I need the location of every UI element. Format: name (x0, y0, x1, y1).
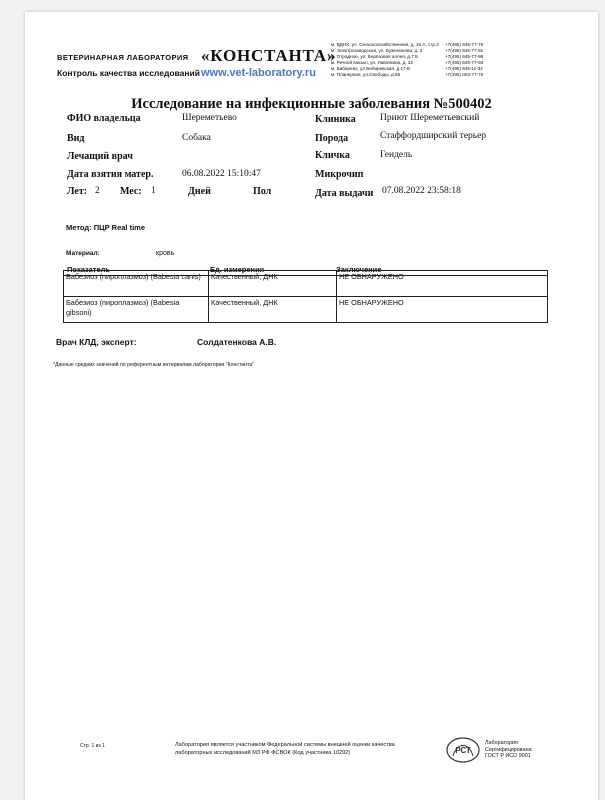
page-number: Стр. 1 из 1 (80, 743, 105, 749)
material-label: Материал: (66, 250, 100, 257)
footer-text (175, 741, 395, 757)
certification-logo-icon (445, 736, 481, 764)
signature-label: Врач КЛД, эксперт: (56, 337, 137, 347)
material-value: кровь (156, 250, 175, 257)
phone-line: +7(495) 645-77-98 (445, 53, 484, 59)
report-title: Исследование на инфекционные заболевания №500402 (131, 96, 492, 112)
clinic-value: Приют Шереметьевский (380, 113, 480, 123)
indicator-cell: Бабезиоз (пироплазмоз) (Babesia gibsoni) (64, 297, 209, 323)
doctor-label: Лечащий врач (67, 151, 133, 162)
age-months-label: Мес: (120, 186, 142, 197)
address-line: м. Речной вокзал, ул. Лавочкина, д. 32 (331, 59, 413, 65)
lab-brand: «КОНСТАНТА» (201, 46, 337, 65)
report-page (25, 12, 598, 800)
unit-cell: Качественный, ДНК (209, 297, 337, 323)
column-header-conclusion: Заключение (336, 265, 382, 274)
age-months-value: 1 (151, 186, 156, 196)
column-header-indicator: Показатель (67, 265, 111, 274)
certification-logo-mark: РСТ (455, 746, 471, 755)
days-label: Дней (188, 186, 211, 197)
owner-label: ФИО владельца (67, 113, 141, 124)
signature-name: Солдатенкова А.В. (197, 337, 277, 347)
website-link[interactable]: www.vet-laboratory.ru (201, 67, 316, 79)
owner-value: Шереметьево (182, 113, 237, 123)
address-line: м. Бибирево, ул.Бибиревская, д.17-Б (331, 65, 411, 71)
phone-line: +7(495) 645-77-76 (445, 42, 484, 47)
quality-control-caption: Контроль качества исследований (57, 68, 200, 78)
microchip-label: Микрочип (315, 169, 364, 180)
address-line: м. Отрадное, ул. Берёзовая аллея, д.7 Б (331, 53, 419, 59)
results-table (63, 270, 548, 323)
footnote: *Данные средних значений по референтным интервалам лаборатории "Константа" (53, 362, 255, 368)
address-line: м. Электрозаводская, ул. Бужениновa, д. 2 (331, 47, 423, 53)
unit-cell: Качественный, ДНК (209, 271, 337, 297)
cert-line: Сертифицирована (485, 746, 532, 753)
address-list (331, 42, 439, 77)
footer-text-line: Лаборатория является участником Федеральной системы внешней оценки качества (175, 742, 395, 748)
phone-list (445, 42, 483, 77)
age-years-label: Лет: (67, 186, 88, 197)
phone-line: +7(495) 645-77-91 (445, 47, 484, 53)
phone-line: +7(495) 645-77-93 (445, 59, 484, 65)
conclusion-cell: НЕ ОБНАРУЖЕНО (337, 297, 548, 323)
phone-line: +7(495) 645-11-34 (445, 65, 483, 71)
issue-date-label: Дата выдачи (315, 188, 374, 199)
sample-date-value: 06.08.2022 15:10:47 (182, 169, 261, 179)
conclusion-cell: НЕ ОБНАРУЖЕНО (337, 271, 548, 297)
sample-date-label: Дата взятия матер. (67, 169, 154, 180)
certification-text (485, 740, 532, 760)
cert-line: ГОСТ Р ИСО 9001 (485, 753, 531, 760)
species-value: Собака (182, 133, 211, 143)
footer-text-line: лабораторных исследований МЗ РФ ФСВОК (Код участника 10292) (175, 750, 351, 756)
address-line: м. Планерная, ул.Свободы, д.65 (331, 71, 401, 77)
indicator-cell: Бабезиоз (пироплазмоз) (Babesia canis) (64, 271, 209, 297)
clinic-label: Клиника (315, 114, 356, 125)
breed-label: Порода (315, 133, 349, 144)
species-label: Вид (67, 133, 85, 144)
phone-line: +7(495) 003-77-75 (445, 71, 484, 77)
address-line: м. ВДНХ, ул. Сельскохозяйственная, д. 16 А, стр.3 (331, 42, 439, 47)
sex-label: Пол (253, 186, 272, 197)
nickname-label: Кличка (315, 150, 350, 161)
column-header-unit: Ед. измерения (210, 265, 265, 274)
age-years-value: 2 (95, 186, 100, 196)
table-row (64, 297, 548, 323)
breed-value: Стаффордширский терьер (380, 131, 487, 141)
table-row (64, 271, 548, 297)
cert-line: Лаборатория (485, 740, 518, 746)
lab-name: ВЕТЕРИНАРНАЯ ЛАБОРАТОРИЯ (57, 53, 189, 62)
nickname-value: Гендель (380, 150, 413, 160)
issue-date-value: 07.08.2022 23:58:18 (382, 186, 461, 196)
method-label: Метод: ПЦР Real time (66, 223, 146, 232)
